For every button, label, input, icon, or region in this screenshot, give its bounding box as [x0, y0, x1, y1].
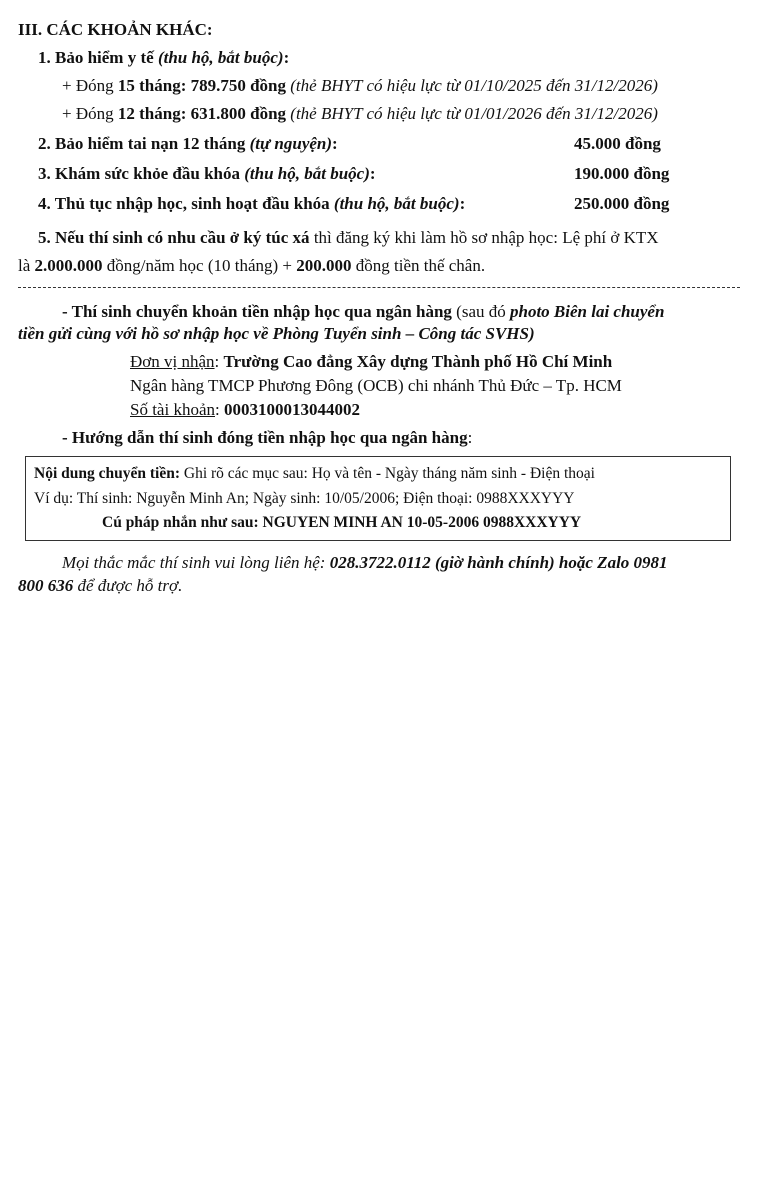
option-15-note: (thẻ BHYT có hiệu lực từ 01/10/2025 đến 31/12/2026) — [286, 76, 658, 95]
item-3-label: Khám sức khỏe đầu khóa — [55, 164, 240, 183]
transfer-italic-1: photo Biên lai chuyển — [510, 302, 665, 321]
item-1-label: Bảo hiểm y tế — [55, 48, 154, 67]
item-2-colon: : — [332, 134, 338, 153]
option-12-note: (thẻ BHYT có hiệu lực từ 01/01/2026 đến 31/12/2026) — [286, 104, 658, 123]
section-title: III. CÁC KHOẢN KHÁC: — [18, 20, 213, 39]
item-1-note: (thu hộ, bắt buộc) — [157, 48, 284, 67]
option-15-amount: 15 tháng: 789.750 đồng — [117, 76, 287, 95]
box-content-text: Ghi rõ các mục sau: Họ và tên - Ngày tháng năm sinh - Điện thoại — [180, 465, 595, 482]
item-1-option-12 — [62, 104, 658, 124]
box-content-label: Nội dung chuyển tiền: — [34, 465, 180, 482]
item-3-number: 3. — [38, 164, 51, 183]
item-1-number: 1. — [38, 48, 51, 67]
transfer-bold: - Thí sinh chuyển khoản tiền nhập học qua ngân hàng — [62, 302, 452, 321]
item-4-note: (thu hộ, bắt buộc) — [333, 194, 460, 213]
guide-bold: - Hướng dẫn thí sinh đóng tiền nhập học qua ngân hàng — [62, 428, 468, 447]
item-4-label: Thủ tục nhập học, sinh hoạt đầu khóa — [54, 194, 330, 213]
account-number: 0003100013044002 — [223, 400, 360, 419]
item-5-line-1 — [38, 228, 659, 248]
contact-phone-2: 800 636 — [18, 576, 74, 595]
contact-phone: 028.3722.0112 (giờ hành chính) hoặc Zalo 0981 — [329, 553, 668, 572]
contact-line-2 — [18, 576, 182, 596]
guide-line — [62, 428, 472, 448]
transfer-line-1 — [62, 302, 664, 322]
recipient-label: Đơn vị nhận — [130, 352, 215, 371]
option-12-months: 12 tháng: — [117, 104, 191, 123]
item-2-row — [38, 134, 738, 154]
item-3-colon: : — [369, 164, 376, 183]
transfer-content-box — [25, 456, 731, 541]
option-15-prefix: + Đóng — [62, 76, 118, 95]
item-4-colon: : — [459, 194, 466, 213]
item-5-mid: đồng/năm học (10 tháng) + — [102, 256, 297, 275]
item-5-line-2 — [18, 256, 485, 276]
item-2-amount: 45.000 đồng — [574, 134, 661, 153]
box-syntax: Cú pháp nhắn như sau: NGUYEN MINH AN 10-05-2006 0988XXXYYY — [102, 514, 582, 531]
item-1-colon: : — [283, 48, 290, 67]
item-4-number: 4. — [38, 194, 51, 213]
item-5-prefix: là — [18, 256, 35, 275]
item-2-note: (tự nguyện) — [249, 134, 333, 153]
item-3-note: (thu hộ, bắt buộc) — [244, 164, 370, 183]
option-12-prefix: + Đóng — [62, 104, 118, 123]
item-2-number: 2. — [38, 134, 51, 153]
item-5-bold: Nếu thí sinh có nhu cầu ở ký túc xá — [55, 228, 310, 247]
contact-pre: Mọi thắc mắc thí sinh vui lòng liên hệ: — [62, 553, 330, 572]
account-line: Số tài khoản: 0003100013044002 — [130, 400, 360, 419]
guide-colon: : — [467, 428, 473, 447]
item-4-amount: 250.000 đồng — [574, 194, 670, 213]
transfer-line-2: tiền gửi cùng với hồ sơ nhập học về Phòng Tuyển sinh – Công tác SVHS) — [18, 324, 535, 343]
transfer-after: (sau đó — [451, 302, 510, 321]
item-3-amount: 190.000 đồng — [574, 164, 670, 183]
contact-end: để được hỗ trợ. — [73, 576, 183, 595]
bank-line: Ngân hàng TMCP Phương Đông (OCB) chi nhánh Thủ Đức – Tp. HCM — [130, 376, 622, 395]
item-5-number: 5. — [38, 228, 51, 247]
item-5-end: đồng tiền thế chân. — [351, 256, 486, 275]
item-5-deposit: 200.000 — [296, 256, 352, 275]
item-5-fee: 2.000.000 — [34, 256, 103, 275]
recipient-line: Đơn vị nhận: Trường Cao đẳng Xây dựng Thành phố Hồ Chí Minh — [130, 352, 613, 371]
recipient-name: Trường Cao đẳng Xây dựng Thành phố Hồ Chí Minh — [223, 352, 613, 371]
box-content-line — [34, 464, 595, 484]
item-4-row — [38, 194, 738, 214]
item-3-row — [38, 164, 738, 184]
item-1-heading — [38, 48, 289, 68]
item-5-rest: thì đăng ký khi làm hồ sơ nhập học: Lệ phí ở KTX — [309, 228, 659, 247]
item-1-option-15 — [62, 76, 658, 96]
dashed-divider — [18, 287, 740, 288]
contact-line-1 — [62, 553, 668, 573]
option-12-amount: 631.800 đồng — [190, 104, 287, 123]
account-label: Số tài khoản — [130, 400, 215, 419]
item-2-label: Bảo hiểm tai nạn 12 tháng — [55, 134, 246, 153]
box-example: Ví dụ: Thí sinh: Nguyễn Minh An; Ngày sinh: 10/05/2006; Điện thoại: 0988XXXYYY — [34, 490, 575, 507]
